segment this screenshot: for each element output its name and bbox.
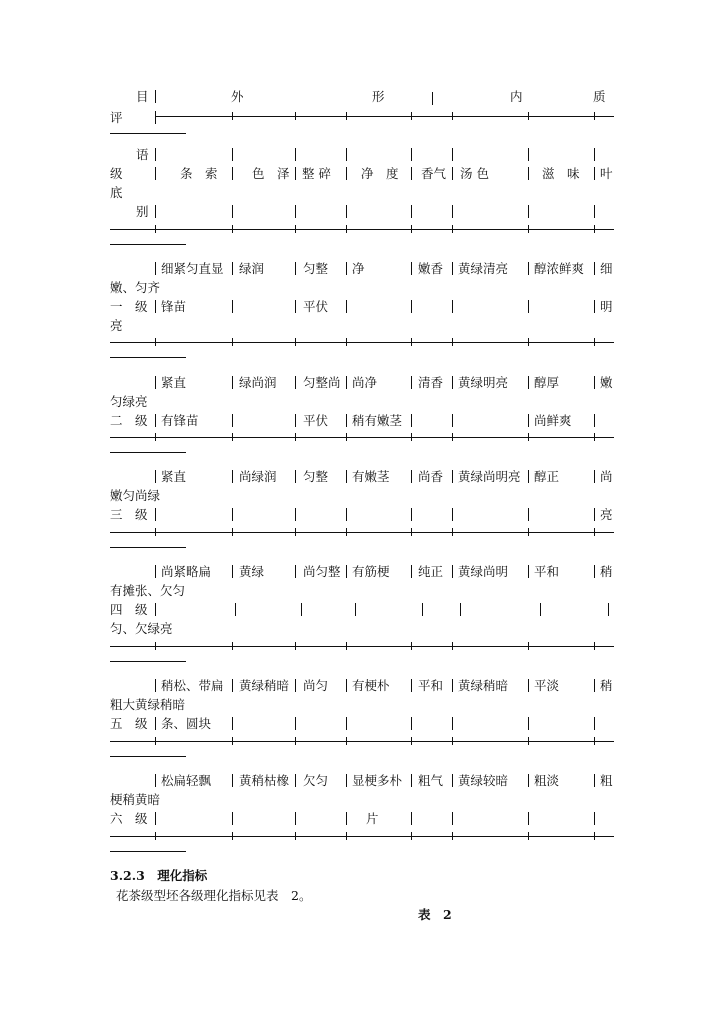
column-separator: [232, 262, 233, 275]
column-separator: [452, 679, 453, 692]
rule-junction: [452, 433, 453, 441]
column-separator: [452, 414, 453, 427]
column-separator: [155, 603, 156, 616]
column-separator: [355, 603, 356, 616]
cell-g1-c6: 醇浓鲜爽: [534, 261, 585, 276]
column-separator: [452, 565, 453, 578]
column-separator: [295, 167, 296, 180]
rule-junction: [411, 338, 412, 346]
rule-junction: [594, 832, 595, 840]
table-rule: [110, 836, 614, 837]
column-separator: [452, 774, 453, 787]
column-separator: [155, 679, 156, 692]
rule-junction: [528, 338, 529, 346]
cell-g1-r3-c7: 明: [600, 299, 613, 314]
grade-name: 一 级: [110, 299, 148, 314]
column-separator: [346, 470, 347, 483]
column-separator: [295, 300, 296, 313]
rule-junction: [528, 225, 529, 233]
column-separator: [295, 470, 296, 483]
cell-g1-r3-c0: 锋苗: [161, 299, 187, 314]
column-separator: [301, 603, 302, 616]
rule-junction: [528, 642, 529, 650]
cell-g4-cont2: 匀、欠绿亮: [110, 621, 173, 636]
column-separator: [346, 205, 347, 218]
cell-g6-c2: 欠匀: [303, 773, 329, 788]
column-separator: [594, 565, 595, 578]
cell-g6-c5: 黄绿较暗: [458, 773, 509, 788]
cell-g3-c1: 尚绿润: [239, 469, 277, 484]
cell-g5-cont: 粗大黄绿稍暗: [110, 697, 186, 712]
section-heading: 3.2.3 理化指标: [110, 868, 208, 883]
cell-g5-c0: 稍松、带扁: [161, 678, 224, 693]
cell-g6-r3-c3: 片: [366, 811, 379, 826]
rule-junction: [528, 433, 529, 441]
rule-junction: [452, 338, 453, 346]
cell-g1-c4: 嫩香: [418, 261, 444, 276]
rule-junction: [411, 832, 412, 840]
rule-junction: [594, 433, 595, 441]
cell-g2-c3: 尚净: [352, 375, 378, 390]
rule-junction: [232, 112, 233, 120]
grade-name: 二 级: [110, 413, 148, 428]
cell-g1-c7: 细: [600, 261, 613, 276]
cell-g2-c0: 紧直: [161, 375, 187, 390]
column-separator: [295, 774, 296, 787]
column-separator: [346, 300, 347, 313]
table-rule: [110, 342, 614, 343]
header-ping: 评: [110, 110, 123, 125]
cell-g1-c2: 匀整: [303, 261, 329, 276]
cell-g3-c0: 紧直: [161, 469, 187, 484]
column-separator: [528, 414, 529, 427]
cell-g3-c5: 黄绿尚明亮: [458, 469, 521, 484]
column-separator: [155, 812, 156, 825]
grade-name: 五 级: [110, 716, 148, 731]
column-separator: [232, 774, 233, 787]
column-separator: [295, 717, 296, 730]
column-separator: [452, 508, 453, 521]
cell-g6-c6: 粗淡: [534, 773, 560, 788]
wrap-rule: [110, 756, 186, 757]
column-separator: [411, 205, 412, 218]
column-separator: [411, 717, 412, 730]
cell-g2-c2: 匀整尚: [303, 375, 341, 390]
column-separator: [232, 508, 233, 521]
column-separator: [411, 812, 412, 825]
cell-g2-c1: 绿尚润: [239, 375, 277, 390]
column-separator: [594, 508, 595, 521]
column-separator: [232, 376, 233, 389]
header-xing: 形: [372, 89, 385, 104]
rule-junction: [295, 433, 296, 441]
rule-junction: [346, 225, 347, 233]
rule-junction: [295, 112, 296, 120]
column-separator: [346, 679, 347, 692]
table-rule: [110, 532, 614, 533]
rule-junction: [411, 737, 412, 745]
column-separator: [594, 167, 595, 180]
column-separator: [295, 262, 296, 275]
header-tangse: 汤 色: [460, 166, 489, 181]
column-separator: [346, 148, 347, 161]
cell-g5-c1: 黄绿稍暗: [239, 678, 290, 693]
column-separator: [594, 774, 595, 787]
column-separator: [155, 148, 156, 161]
cell-g6-c3: 显梗多朴: [352, 773, 403, 788]
rule-junction: [346, 642, 347, 650]
header-sezhe: 色 泽: [252, 166, 290, 181]
column-separator: [528, 148, 529, 161]
rule-junction: [295, 832, 296, 840]
header-zhengsui: 整 碎: [302, 166, 331, 181]
cell-g5-c7: 稍: [600, 678, 613, 693]
header-ziwei: 滋 味: [542, 166, 580, 181]
column-separator: [295, 812, 296, 825]
grade-name: 六 级: [110, 811, 148, 826]
header-nei: 内: [510, 89, 523, 104]
column-separator: [422, 603, 423, 616]
column-separator: [452, 470, 453, 483]
rule-junction: [528, 112, 529, 120]
rule-junction: [295, 338, 296, 346]
table-rule: [110, 646, 614, 647]
header-rule: [155, 116, 614, 117]
column-separator: [155, 508, 156, 521]
rule-junction: [295, 528, 296, 536]
column-separator: [594, 376, 595, 389]
cell-g2-r3-c6: 尚鲜爽: [534, 413, 572, 428]
header-di: 底: [110, 185, 123, 200]
column-separator: [594, 812, 595, 825]
column-separator: [295, 376, 296, 389]
column-separator: [295, 679, 296, 692]
column-separator: [295, 148, 296, 161]
rule-junction: [594, 528, 595, 536]
rule-junction: [232, 642, 233, 650]
column-separator: [155, 774, 156, 787]
cell-g6-c0: 松扁轻飘: [161, 773, 212, 788]
column-separator: [411, 470, 412, 483]
column-separator: [232, 167, 233, 180]
column-separator: [528, 470, 529, 483]
column-separator: [346, 508, 347, 521]
rule-junction: [594, 642, 595, 650]
grade-name: 四 级: [110, 602, 148, 617]
column-separator: [608, 603, 609, 616]
rule-junction: [232, 737, 233, 745]
cell-g2-cont: 匀绿亮: [110, 394, 148, 409]
cell-g5-c6: 平淡: [534, 678, 560, 693]
rule-junction: [528, 528, 529, 536]
rule-junction: [346, 832, 347, 840]
column-separator: [594, 300, 595, 313]
column-separator: [411, 148, 412, 161]
column-separator: [155, 470, 156, 483]
header-ji: 级: [110, 166, 123, 181]
cell-g6-c7: 粗: [600, 773, 613, 788]
column-separator: [155, 300, 156, 313]
column-separator: [528, 262, 529, 275]
rule-junction: [232, 338, 233, 346]
rule-junction: [346, 737, 347, 745]
column-separator: [232, 300, 233, 313]
cell-g6-c4: 粗气: [418, 773, 444, 788]
column-separator: [232, 470, 233, 483]
column-separator: [346, 167, 347, 180]
column-separator: [155, 717, 156, 730]
column-separator: [232, 812, 233, 825]
cell-g4-c4: 纯正: [418, 564, 444, 579]
rule-junction: [594, 338, 595, 346]
column-separator: [232, 717, 233, 730]
rule-junction: [452, 832, 453, 840]
wrap-rule: [110, 244, 186, 245]
column-separator: [155, 414, 156, 427]
column-separator: [452, 205, 453, 218]
cell-g5-c2: 尚匀: [303, 678, 329, 693]
column-separator: [295, 508, 296, 521]
column-separator: [528, 812, 529, 825]
column-separator: [232, 565, 233, 578]
column-separator: [155, 90, 156, 103]
cell-g5-c5: 黄绿稍暗: [458, 678, 509, 693]
rule-junction: [411, 225, 412, 233]
column-separator: [594, 148, 595, 161]
column-separator: [295, 205, 296, 218]
column-separator: [232, 148, 233, 161]
rule-junction: [594, 737, 595, 745]
column-separator: [411, 167, 412, 180]
rule-junction: [452, 528, 453, 536]
cell-g1-cont2: 亮: [110, 318, 123, 333]
header-bie: 别: [136, 204, 149, 219]
header-tiaosuo: 条 索: [180, 166, 218, 181]
wrap-rule: [110, 661, 186, 662]
rule-junction: [528, 832, 529, 840]
column-separator: [452, 717, 453, 730]
column-separator: [540, 603, 541, 616]
column-separator: [155, 111, 156, 124]
column-separator: [411, 679, 412, 692]
cell-g1-cont: 嫩、匀齐: [110, 280, 161, 295]
column-separator: [594, 414, 595, 427]
column-separator: [155, 565, 156, 578]
column-separator: [155, 262, 156, 275]
column-separator: [528, 717, 529, 730]
column-separator: [594, 262, 595, 275]
rule-junction: [155, 832, 156, 840]
column-separator: [528, 167, 529, 180]
column-separator: [411, 565, 412, 578]
column-separator: [411, 414, 412, 427]
cell-g1-c3: 净: [352, 261, 365, 276]
column-separator: [155, 167, 156, 180]
column-separator: [411, 376, 412, 389]
rule-junction: [155, 737, 156, 745]
rule-junction: [411, 112, 412, 120]
column-separator: [232, 679, 233, 692]
rule-junction: [232, 225, 233, 233]
column-separator: [232, 205, 233, 218]
rule-junction: [155, 642, 156, 650]
cell-g5-r3-c0: 条、圆块: [161, 716, 212, 731]
rule-junction: [232, 433, 233, 441]
column-separator: [452, 812, 453, 825]
column-separator: [594, 205, 595, 218]
table-rule: [110, 229, 614, 230]
rule-junction: [295, 642, 296, 650]
cell-g3-r3-c7: 亮: [600, 507, 613, 522]
rule-junction: [295, 737, 296, 745]
column-separator: [411, 508, 412, 521]
column-separator: [452, 300, 453, 313]
rule-junction: [452, 737, 453, 745]
cell-g3-c4: 尚香: [418, 469, 444, 484]
cell-g5-c3: 有梗朴: [352, 678, 390, 693]
column-separator: [452, 148, 453, 161]
cell-g4-c3: 有筋梗: [352, 564, 390, 579]
cell-g2-c5: 黄绿明亮: [458, 375, 509, 390]
column-separator: [346, 812, 347, 825]
header-ye: 叶: [600, 166, 613, 181]
column-separator: [232, 414, 233, 427]
column-separator: [346, 414, 347, 427]
column-separator: [528, 565, 529, 578]
rule-junction: [155, 225, 156, 233]
cell-g3-c3: 有嫩茎: [352, 469, 390, 484]
column-separator: [155, 376, 156, 389]
column-separator: [460, 603, 461, 616]
column-separator: [155, 205, 156, 218]
rule-junction: [452, 642, 453, 650]
cell-g1-c1: 绿润: [239, 261, 265, 276]
column-separator: [594, 717, 595, 730]
rule-junction: [232, 832, 233, 840]
rule-junction: [411, 433, 412, 441]
rule-junction: [452, 112, 453, 120]
column-separator: [528, 376, 529, 389]
column-separator: [235, 603, 236, 616]
cell-g4-c0: 尚紧略扁: [161, 564, 212, 579]
grade-name: 三 级: [110, 507, 148, 522]
cell-g2-c7: 嫩: [600, 375, 613, 390]
cell-g2-r3-c3: 稍有嫩茎: [352, 413, 403, 428]
column-separator: [295, 414, 296, 427]
column-separator: [528, 205, 529, 218]
cell-g4-c1: 黄绿: [239, 564, 265, 579]
cell-g4-c6: 平和: [534, 564, 560, 579]
column-separator: [594, 679, 595, 692]
cell-g1-r3-c2: 平伏: [303, 299, 329, 314]
column-separator: [594, 470, 595, 483]
wrap-rule: [110, 452, 186, 453]
cell-g4-cont: 有摊张、欠匀: [110, 583, 186, 598]
rule-junction: [594, 112, 595, 120]
rule-junction: [155, 338, 156, 346]
column-separator: [346, 376, 347, 389]
column-separator: [295, 565, 296, 578]
rule-junction: [411, 642, 412, 650]
column-separator: [528, 508, 529, 521]
header-wai: 外: [231, 89, 244, 104]
cell-g3-c2: 匀整: [303, 469, 329, 484]
cell-g2-c6: 醇厚: [534, 375, 560, 390]
rule-junction: [346, 112, 347, 120]
rule-junction: [155, 433, 156, 441]
column-separator: [452, 167, 453, 180]
cell-g3-c6: 醇正: [534, 469, 560, 484]
cell-g5-c4: 平和: [418, 678, 444, 693]
cell-g4-c5: 黄绿尚明: [458, 564, 509, 579]
column-separator: [346, 717, 347, 730]
header-mu: 目: [136, 89, 149, 104]
cell-g2-r3-c0: 有锋苗: [161, 413, 199, 428]
cell-g3-c7: 尚: [600, 469, 613, 484]
cell-g6-c1: 黄稍枯橡: [239, 773, 290, 788]
column-separator: [452, 376, 453, 389]
wrap-rule: [110, 133, 186, 134]
cell-g4-c7: 稍: [600, 564, 613, 579]
table-caption: 表 2: [418, 907, 452, 922]
column-separator: [452, 262, 453, 275]
rule-junction: [155, 528, 156, 536]
column-separator: [528, 679, 529, 692]
table-rule: [110, 741, 614, 742]
header-xiangqi: 香气: [421, 166, 447, 181]
cell-g1-c0: 细紧匀直显: [161, 261, 224, 276]
column-separator: [411, 262, 412, 275]
header-jingdu: 净 度: [361, 166, 399, 181]
section-text: 花茶级型坯各级理化指标见表 2。: [116, 888, 312, 903]
wrap-rule: [110, 357, 186, 358]
rule-junction: [346, 433, 347, 441]
rule-junction: [346, 528, 347, 536]
rule-junction: [346, 338, 347, 346]
cell-g1-c5: 黄绿清亮: [458, 261, 509, 276]
wrap-rule: [110, 547, 186, 548]
rule-junction: [295, 225, 296, 233]
header-yu: 语: [136, 147, 149, 162]
column-separator: [411, 774, 412, 787]
rule-junction: [232, 528, 233, 536]
column-separator: [528, 774, 529, 787]
rule-junction: [594, 225, 595, 233]
column-separator: [432, 92, 433, 105]
cell-g4-c2: 尚匀整: [303, 564, 341, 579]
cell-g2-r3-c2: 平伏: [303, 413, 329, 428]
wrap-rule: [110, 851, 186, 852]
cell-g6-cont: 梗稍黄暗: [110, 792, 161, 807]
rule-junction: [452, 225, 453, 233]
column-separator: [346, 565, 347, 578]
rule-junction: [528, 737, 529, 745]
column-separator: [346, 774, 347, 787]
cell-g3-cont: 嫩匀尚绿: [110, 488, 161, 503]
column-separator: [346, 262, 347, 275]
rule-junction: [411, 528, 412, 536]
table-rule: [110, 437, 614, 438]
header-zhi: 质: [593, 89, 606, 104]
column-separator: [528, 300, 529, 313]
column-separator: [411, 300, 412, 313]
cell-g2-c4: 清香: [418, 375, 444, 390]
